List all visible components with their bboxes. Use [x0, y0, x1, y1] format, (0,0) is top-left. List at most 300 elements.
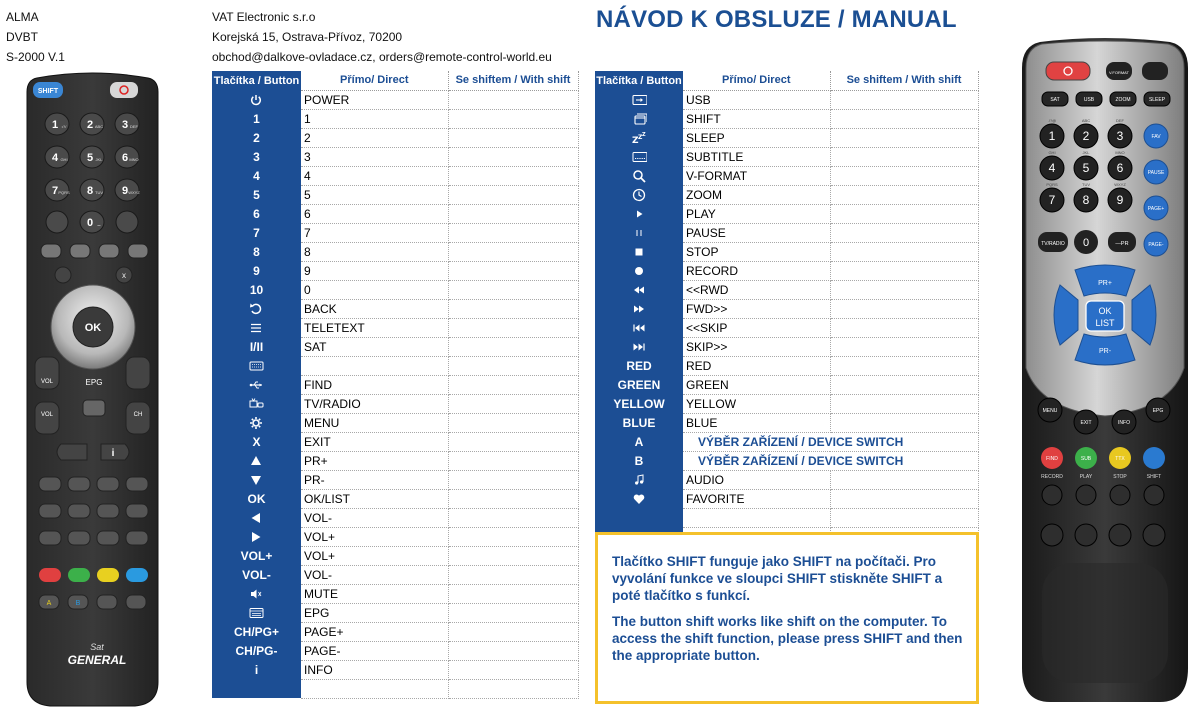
button-cell: 4 — [212, 166, 301, 185]
direct-function-cell: BLUE — [683, 413, 830, 432]
triangle-left-icon — [249, 511, 264, 525]
shift-note-cz: Tlačítko SHIFT funguje jako SHIFT na počítači. Pro vyvolání funkce ve sloupci SHIFT stiskněte SHIFT a poté tlačítko s funkcí. — [612, 554, 943, 603]
direct-function-cell: 8 — [301, 242, 448, 261]
table-row — [212, 622, 578, 641]
digit-key-label: 3 — [121, 119, 129, 131]
power-icon — [249, 93, 264, 107]
pause-icon — [632, 226, 647, 240]
back-key — [46, 211, 68, 233]
company-emails: obchod@dalkove-ovladace.cz, orders@remote-control-world.eu — [212, 50, 552, 64]
media-key — [39, 531, 61, 545]
button-cell: 2 — [212, 128, 301, 147]
table-row — [212, 679, 578, 698]
button-cell: 1 — [212, 109, 301, 128]
stop-label: STOP — [1113, 474, 1127, 480]
shift-function-cell — [830, 280, 978, 299]
shift-function-cell — [448, 356, 578, 375]
shift-function-cell — [830, 337, 978, 356]
table-row — [595, 166, 978, 185]
button-cell: VOL+ — [212, 546, 301, 565]
button-cell — [595, 242, 683, 261]
prev-label: —PR — [1115, 241, 1129, 247]
shift-function-cell — [448, 394, 578, 413]
svg-text:Z: Z — [637, 133, 642, 141]
direct-function-cell: PAUSE — [683, 223, 830, 242]
table-row — [595, 280, 978, 299]
direct-function-cell: RECORD — [683, 261, 830, 280]
menu-key — [55, 267, 71, 283]
digit-key-label: 5 — [86, 152, 94, 164]
button-cell — [595, 185, 683, 204]
music-note-icon — [632, 473, 647, 487]
table-row — [595, 318, 978, 337]
direct-function-cell: FIND — [301, 375, 448, 394]
direct-function-cell: POWER — [301, 90, 448, 109]
digit-zero-label: 0 — [1082, 237, 1090, 249]
digit-key-letters: DEF — [130, 124, 138, 129]
shift-key-label: SHIFT — [37, 88, 59, 95]
button-cell — [212, 375, 301, 394]
table-row — [212, 508, 578, 527]
table-row — [212, 109, 578, 128]
side-key-label: FAV — [1151, 134, 1161, 140]
table-row — [212, 527, 578, 546]
play-label: PLAY — [1079, 474, 1093, 480]
table-row — [595, 394, 978, 413]
shift-function-cell — [448, 527, 578, 546]
shift-function-cell — [830, 299, 978, 318]
side-key-label: PAGE+ — [1147, 206, 1165, 212]
back-arrow-icon — [249, 302, 264, 316]
button-cell: OK — [212, 489, 301, 508]
shift-function-cell — [448, 280, 578, 299]
table-row — [595, 223, 978, 242]
shift-function-cell — [448, 261, 578, 280]
direct-function-cell: EXIT — [301, 432, 448, 451]
shift-function-cell — [448, 413, 578, 432]
shift-function-cell — [448, 147, 578, 166]
direct-function-cell: YELLOW — [683, 394, 830, 413]
button-cell: A — [595, 432, 683, 451]
shift-label: SHIFT — [1146, 474, 1162, 480]
shift-function-cell — [830, 242, 978, 261]
digit-key-letters: PQRS — [1046, 182, 1058, 187]
direct-function-cell: FAVORITE — [683, 489, 830, 508]
shift-function-cell — [448, 90, 578, 109]
button-cell: YELLOW — [595, 394, 683, 413]
shift-function-cell — [830, 223, 978, 242]
direct-function-cell: PLAY — [683, 204, 830, 223]
direct-function-cell: MUTE — [301, 584, 448, 603]
heart-icon — [632, 492, 647, 506]
button-cell: 10 — [212, 280, 301, 299]
direct-function-cell: OK/LIST — [301, 489, 448, 508]
button-cell: CH/PG+ — [212, 622, 301, 641]
function-key-label: SAT — [1050, 97, 1060, 103]
device-switch-cell: VÝBĚR ZAŘÍZENÍ / DEVICE SWITCH — [683, 451, 978, 470]
teletext-key — [116, 211, 138, 233]
table-row — [595, 147, 978, 166]
table-row — [212, 90, 578, 109]
button-cell — [595, 147, 683, 166]
digit-key-letters: ⌴ — [97, 222, 101, 227]
button-cell — [212, 394, 301, 413]
direct-function-cell: ZOOM — [683, 185, 830, 204]
shift-function-cell — [830, 470, 978, 489]
shift-function-cell — [448, 565, 578, 584]
ok-label: OK — [1098, 306, 1112, 316]
button-cell — [212, 299, 301, 318]
direct-function-cell — [683, 508, 830, 527]
digit-key-letters: •?/ — [61, 124, 67, 129]
digit-key-label: 4 — [1048, 161, 1056, 175]
table-row — [212, 299, 578, 318]
vol-plus-label: VOL — [40, 379, 54, 385]
digit-key-label: 8 — [86, 185, 94, 197]
direct-function-cell: FWD>> — [683, 299, 830, 318]
button-cell: I/II — [212, 337, 301, 356]
shift-function-cell — [448, 508, 578, 527]
table-row — [212, 337, 578, 356]
header-shift: Se shiftem / With shift — [448, 71, 578, 90]
remote-silver-image — [1020, 38, 1190, 704]
direct-function-cell: 9 — [301, 261, 448, 280]
button-cell — [212, 527, 301, 546]
shift-function-cell — [448, 204, 578, 223]
media-key — [126, 504, 148, 518]
table-row — [212, 660, 578, 679]
triangle-down-icon — [249, 473, 264, 487]
ch-key-label: CH — [133, 412, 143, 418]
digit-key-letters: .!?@ — [1047, 118, 1057, 123]
media-key — [39, 477, 61, 491]
button-cell: i — [212, 660, 301, 679]
skip-forward-icon — [632, 340, 647, 354]
table-row — [212, 375, 578, 394]
button-cell: VOL- — [212, 565, 301, 584]
direct-function-cell: SKIP>> — [683, 337, 830, 356]
product-info — [6, 7, 65, 67]
shift-note-en: The button shift works like shift on the computer. To access the shift function, please press SHIFT and then the appropriate button. — [612, 614, 963, 663]
table-row — [212, 261, 578, 280]
shift-function-cell — [448, 622, 578, 641]
digit-key-letters: TUV — [95, 190, 103, 195]
direct-function-cell: SUBTITLE — [683, 147, 830, 166]
epg-icon — [249, 606, 264, 620]
search-icon — [632, 169, 647, 183]
table-row — [212, 280, 578, 299]
digit-key-label: 6 — [1116, 161, 1124, 175]
shift-function-cell — [448, 470, 578, 489]
shift-function-cell — [448, 432, 578, 451]
header-direct: Přímo/ Direct — [683, 71, 830, 90]
direct-function-cell: STOP — [683, 242, 830, 261]
digit-key-letters: ABC — [94, 124, 104, 129]
table-row — [212, 147, 578, 166]
shift-function-cell — [448, 451, 578, 470]
button-cell — [212, 603, 301, 622]
table-row — [595, 489, 978, 508]
table-row — [595, 185, 978, 204]
digit-key-letters: WXYZ — [128, 190, 140, 195]
vformat-label: V.FORMAT — [1108, 70, 1130, 75]
button-cell — [212, 413, 301, 432]
shift-function-cell — [448, 375, 578, 394]
table-row — [212, 185, 578, 204]
table-row — [212, 603, 578, 622]
menu-lines-icon — [249, 321, 264, 335]
svg-text:Z: Z — [641, 131, 646, 138]
table-row — [212, 413, 578, 432]
shift-function-cell — [830, 489, 978, 508]
tvradio-label: TV/RADIO — [1041, 241, 1065, 247]
side-key-label: PAGE- — [1148, 242, 1164, 248]
table-row — [595, 508, 978, 527]
list-label: LIST — [1095, 318, 1115, 328]
digit-key-label: 1 — [51, 119, 59, 131]
table-row — [595, 432, 978, 451]
digit-key-letters: ABC — [1081, 118, 1091, 123]
product-brand: ALMA — [6, 10, 39, 24]
button-cell: X — [212, 432, 301, 451]
remote-general-image — [25, 72, 160, 708]
direct-function-cell: VOL- — [301, 565, 448, 584]
direct-function-cell: AUDIO — [683, 470, 830, 489]
play-icon — [632, 207, 647, 221]
gear-icon — [249, 416, 264, 430]
button-cell: 9 — [212, 261, 301, 280]
media-key — [126, 477, 148, 491]
direct-function-cell: 3 — [301, 147, 448, 166]
sleep-zzz-icon — [632, 131, 647, 145]
media-key — [39, 504, 61, 518]
button-table-right — [595, 71, 979, 547]
table-row — [595, 128, 978, 147]
digit-key-letters: MNO — [129, 157, 139, 162]
shift-function-cell — [448, 128, 578, 147]
digit-key-letters: GHI — [60, 157, 68, 162]
button-cell — [212, 90, 301, 109]
button-cell — [595, 90, 683, 109]
button-cell — [212, 356, 301, 375]
button-cell — [212, 451, 301, 470]
button-cell — [595, 166, 683, 185]
media-key — [68, 477, 90, 491]
pr-down-label: PR- — [1098, 348, 1112, 355]
button-cell — [595, 280, 683, 299]
media-key — [126, 531, 148, 545]
digit-key-label: 1 — [1048, 129, 1056, 143]
table-row — [212, 546, 578, 565]
direct-function-cell: 1 — [301, 109, 448, 128]
company-info — [212, 7, 552, 67]
table-row — [595, 242, 978, 261]
table-row — [212, 489, 578, 508]
direct-function-cell: GREEN — [683, 375, 830, 394]
triangle-up-icon — [249, 454, 264, 468]
button-cell — [595, 337, 683, 356]
shift-function-cell — [830, 166, 978, 185]
table-row — [595, 299, 978, 318]
button-cell — [595, 470, 683, 489]
power-key — [1046, 62, 1090, 80]
digit-key-letters: MNO — [1115, 150, 1125, 155]
shift-function-cell — [830, 147, 978, 166]
button-cell — [595, 204, 683, 223]
table-row — [212, 584, 578, 603]
subtitle-icon — [632, 150, 647, 164]
table-row — [212, 204, 578, 223]
table-row — [595, 413, 978, 432]
table-row — [595, 204, 978, 223]
button-cell — [595, 508, 683, 527]
direct-function-cell: PR+ — [301, 451, 448, 470]
table-row — [212, 394, 578, 413]
table-row — [595, 109, 978, 128]
button-cell — [212, 318, 301, 337]
shift-function-cell — [830, 356, 978, 375]
table-row — [595, 337, 978, 356]
table-row — [212, 565, 578, 584]
shift-function-cell — [448, 546, 578, 565]
direct-function-cell: USB — [683, 90, 830, 109]
direct-function-cell: 5 — [301, 185, 448, 204]
direct-function-cell: RED — [683, 356, 830, 375]
media-key — [68, 531, 90, 545]
direct-function-cell: 6 — [301, 204, 448, 223]
direct-function-cell — [301, 679, 448, 698]
shift-function-cell — [448, 299, 578, 318]
table-row — [212, 242, 578, 261]
record-icon — [632, 264, 647, 278]
digit-key-letters: PQRS — [58, 190, 70, 195]
product-model: S-2000 V.1 — [6, 50, 65, 64]
shift-function-cell — [448, 603, 578, 622]
media-key — [97, 531, 119, 545]
digit-key-letters: JKL — [95, 157, 103, 162]
mute-key — [1142, 62, 1168, 80]
digit-key-label: 9 — [1116, 193, 1124, 207]
stop-icon — [632, 245, 647, 259]
table-row — [212, 641, 578, 660]
button-cell: 3 — [212, 147, 301, 166]
table-row — [595, 375, 978, 394]
function-key-label: USB — [1083, 97, 1095, 103]
direct-function-cell: VOL+ — [301, 527, 448, 546]
company-address: Korejská 15, Ostrava-Přívoz, 70200 — [212, 30, 403, 44]
shift-function-cell — [830, 109, 978, 128]
shift-function-cell — [448, 641, 578, 660]
header-shift: Se shiftem / With shift — [830, 71, 978, 90]
direct-function-cell: SAT — [301, 337, 448, 356]
exit-label: EXIT — [1080, 420, 1092, 426]
direct-function-cell: <<SKIP — [683, 318, 830, 337]
table-row — [595, 261, 978, 280]
keyboard-icon — [249, 359, 264, 373]
windows-icon — [632, 112, 647, 126]
table-row — [595, 470, 978, 489]
side-key-label: PAUSE — [1147, 170, 1165, 176]
forward-icon — [632, 302, 647, 316]
button-cell — [595, 223, 683, 242]
rewind-icon — [632, 283, 647, 297]
direct-function-cell: MENU — [301, 413, 448, 432]
digit-key-letters: GHI — [1048, 150, 1056, 155]
button-cell — [212, 470, 301, 489]
button-cell: 6 — [212, 204, 301, 223]
epg-key-label: EPG — [85, 378, 103, 387]
table-row — [595, 356, 978, 375]
button-cell — [595, 299, 683, 318]
clock-icon — [632, 188, 647, 202]
digit-key-label: 3 — [1116, 129, 1124, 143]
function-key-label: SLEEP — [1148, 97, 1166, 103]
shift-function-cell — [448, 318, 578, 337]
direct-function-cell: 7 — [301, 223, 448, 242]
exit-key-label: x — [122, 271, 126, 280]
menu-label: MENU — [1042, 408, 1058, 414]
direct-function-cell — [301, 356, 448, 375]
direct-function-cell: TELETEXT — [301, 318, 448, 337]
button-cell — [595, 109, 683, 128]
digit-key-label: 2 — [86, 119, 94, 131]
header-direct: Přímo/ Direct — [301, 71, 448, 90]
epg-label: EPG — [1152, 408, 1164, 414]
button-cell — [212, 584, 301, 603]
company-name: VAT Electronic s.r.o — [212, 10, 316, 24]
table-row — [212, 166, 578, 185]
find-label: FIND — [1046, 456, 1058, 462]
button-cell: CH/PG- — [212, 641, 301, 660]
a-key-label: A — [46, 600, 52, 607]
direct-function-cell: 0 — [301, 280, 448, 299]
shift-function-cell — [830, 375, 978, 394]
vol-minus-label: VOL — [40, 412, 54, 418]
digit-key-label: 6 — [121, 152, 129, 164]
general-sub-logo: Sat — [90, 642, 104, 652]
direct-function-cell: BACK — [301, 299, 448, 318]
button-cell: BLUE — [595, 413, 683, 432]
product-type: DVBT — [6, 30, 39, 44]
function-key-label: ZOOM — [1115, 97, 1131, 103]
shift-function-cell — [448, 242, 578, 261]
direct-function-cell: VOL+ — [301, 546, 448, 565]
button-cell: 7 — [212, 223, 301, 242]
digit-key-letters: TUV — [1082, 182, 1090, 187]
button-cell — [595, 489, 683, 508]
button-cell — [212, 679, 301, 698]
direct-function-cell: V-FORMAT — [683, 166, 830, 185]
table-row — [212, 432, 578, 451]
media-key — [68, 504, 90, 518]
shift-function-cell — [830, 318, 978, 337]
table-row — [212, 356, 578, 375]
button-cell: B — [595, 451, 683, 470]
shift-function-cell — [448, 223, 578, 242]
page-title: NÁVOD K OBSLUZE / MANUAL — [596, 6, 957, 33]
header-button: Tlačítka / Button — [595, 71, 683, 90]
direct-function-cell: INFO — [301, 660, 448, 679]
shift-function-cell — [830, 261, 978, 280]
shift-function-cell — [448, 584, 578, 603]
shift-function-cell — [830, 204, 978, 223]
digit-key-label: 9 — [121, 185, 129, 197]
ok-key-label: OK — [84, 322, 102, 334]
digit-key-letters: DEF — [1116, 118, 1124, 123]
shift-function-cell — [448, 679, 578, 698]
usb-input-icon — [632, 93, 647, 107]
table-row — [212, 223, 578, 242]
